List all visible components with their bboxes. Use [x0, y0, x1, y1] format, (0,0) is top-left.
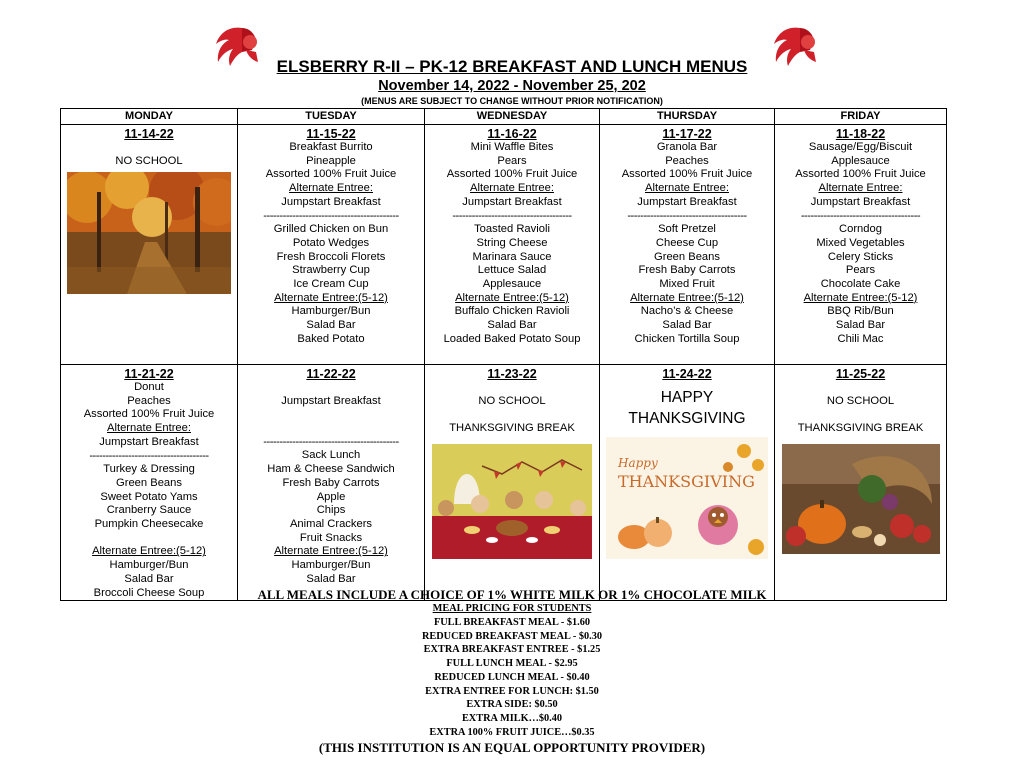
price-line: FULL LUNCH MEAL - $2.95 — [446, 658, 578, 670]
menu-item: Toasted Ravioli — [474, 223, 550, 236]
menu-item: Chips — [316, 504, 346, 517]
menu-date: 11-23-22 — [487, 367, 537, 381]
menu-item: Hamburger/Bun — [291, 305, 371, 318]
menu-item: Ice Cream Cup — [293, 278, 369, 291]
menu-item: Ham & Cheese Sandwich — [267, 463, 395, 476]
card-happy-text: Happy — [618, 456, 658, 470]
menu-item: Lettuce Salad — [477, 264, 547, 277]
no-school-note: NO SCHOOL — [115, 154, 183, 167]
equal-opportunity-statement: (THIS INSTITUTION IS AN EQUAL OPPORTUNITY PROVIDER) — [318, 740, 706, 755]
menu-item: Chocolate Cake — [820, 278, 901, 291]
alternate-entree-label: Alternate Entree: — [645, 182, 729, 195]
day-header-thursday: THURSDAY — [600, 109, 775, 125]
menu-item: Assorted 100% Fruit Juice — [265, 168, 397, 181]
separator: ------------------------------------- — [89, 449, 209, 462]
menu-item: Assorted 100% Fruit Juice — [446, 168, 578, 181]
menu-item: Mixed Vegetables — [816, 236, 905, 249]
price-line: EXTRA MILK…$0.40 — [461, 712, 563, 724]
menu-item: Sweet Potato Yams — [100, 490, 198, 503]
break-note: THANKSGIVING BREAK — [797, 422, 924, 435]
menu-item: Assorted 100% Fruit Juice — [795, 168, 926, 181]
menu-date: 11-15-22 — [306, 127, 356, 141]
menu-item: Cheese Cup — [655, 236, 719, 249]
alternate-entree-label: Alternate Entree: — [818, 182, 903, 195]
menu-item: Pears — [497, 154, 527, 167]
menu-item: Jumpstart Breakfast — [281, 394, 381, 407]
price-line: EXTRA BREAKFAST ENTREE - $1.25 — [423, 644, 601, 656]
menu-item: Marinara Sauce — [472, 250, 552, 263]
menu-item: Mixed Fruit — [659, 278, 715, 291]
menu-item: Assorted 100% Fruit Juice — [621, 168, 753, 181]
menu-item: Fresh Baby Carrots — [638, 264, 736, 277]
menu-item: Corndog — [839, 223, 882, 236]
menu-cell-11-22 — [238, 365, 425, 601]
week2-row — [61, 365, 947, 601]
menu-date: 11-25-22 — [835, 367, 886, 381]
price-line: EXTRA SIDE: $0.50 — [466, 699, 558, 711]
menu-item: Donut — [134, 381, 164, 393]
menu-cell-11-17 — [600, 125, 775, 365]
thanksgiving-dinner-image — [432, 444, 592, 559]
harvest-cornucopia-image — [782, 444, 940, 554]
menu-item: Potato Wedges — [292, 236, 370, 249]
alternate-entree-label: Alternate Entree: — [107, 422, 191, 435]
price-line: EXTRA ENTREE FOR LUNCH: $1.50 — [425, 685, 599, 697]
menu-item: Cranberry Sauce — [106, 504, 192, 517]
holiday-note: THANKSGIVING — [628, 410, 746, 427]
menu-date: 11-21-22 — [124, 367, 174, 381]
menu-item: String Cheese — [476, 236, 548, 249]
menu-item: Loaded Baked Potato Soup — [443, 332, 581, 345]
menu-item: Applesauce — [831, 154, 890, 167]
menu-item: Apple — [316, 490, 346, 503]
menu-item: Salad Bar — [306, 572, 356, 585]
day-header-tuesday: TUESDAY — [238, 109, 425, 125]
menu-item: Sausage/Egg/Biscuit — [808, 141, 913, 153]
menu-item: Jumpstart Breakfast — [637, 195, 737, 208]
menu-item: Jumpstart Breakfast — [810, 195, 911, 208]
day-header-monday: MONDAY — [61, 109, 238, 125]
break-note: THANKSGIVING BREAK — [449, 422, 575, 435]
menu-item: Pears — [845, 264, 876, 277]
menu-item: Sack Lunch — [301, 449, 361, 462]
menu-item: Salad Bar — [487, 319, 537, 332]
alternate-entree-label: Alternate Entree:(5-12) — [274, 545, 388, 558]
price-line: REDUCED BREAKFAST MEAL - $0.30 — [421, 630, 603, 642]
separator: ------------------------------------- — [452, 209, 572, 222]
week1-row — [61, 125, 947, 365]
menu-cell-11-14 — [61, 125, 238, 365]
menu-date: 11-22-22 — [306, 367, 356, 381]
menu-item: Mini Waffle Bites — [470, 141, 554, 153]
menu-item: Granola Bar — [656, 141, 718, 153]
day-header-row — [61, 109, 947, 125]
alternate-entree-label: Alternate Entree:(5-12) — [455, 291, 569, 304]
menu-item: Green Beans — [116, 476, 182, 489]
menu-table — [60, 108, 947, 601]
menu-item: BBQ Rib/Bun — [827, 305, 894, 318]
alternate-entree-label: Alternate Entree: — [470, 182, 554, 195]
menu-item: Fresh Broccoli Florets — [276, 250, 386, 263]
alternate-entree-label: Alternate Entree:(5-12) — [803, 291, 918, 304]
menu-item: Baked Potato — [297, 332, 365, 345]
no-school-note: NO SCHOOL — [478, 394, 546, 407]
separator: ------------------------------------------ — [263, 209, 399, 222]
alternate-entree-label: Alternate Entree:(5-12) — [92, 545, 206, 558]
menu-item: Fresh Baby Carrots — [282, 476, 380, 489]
menu-item: Chili Mac — [837, 332, 884, 345]
separator: ------------------------------------- — [800, 209, 921, 222]
menu-item: Jumpstart Breakfast — [462, 195, 562, 208]
menu-cell-11-23 — [425, 365, 600, 601]
page-title: ELSBERRY R-II – PK-12 BREAKFAST AND LUNCH MENUS — [276, 57, 748, 76]
price-line: FULL BREAKFAST MEAL - $1.60 — [433, 617, 591, 628]
alternate-entree-label: Alternate Entree: — [289, 182, 373, 195]
menu-item: Celery Sticks — [827, 250, 894, 263]
menu-item: Chicken Tortilla Soup — [634, 332, 740, 345]
menu-item: Broccoli Cheese Soup — [93, 586, 205, 599]
menu-item: Breakfast Burrito — [289, 141, 373, 153]
happy-thanksgiving-card-image — [606, 437, 768, 559]
separator: ------------------------------------------ — [263, 435, 399, 448]
menu-date: 11-14-22 — [124, 127, 174, 141]
menu-item: Salad Bar — [662, 319, 712, 332]
alternate-entree-label: Alternate Entree:(5-12) — [274, 291, 388, 304]
milk-notice: ALL MEALS INCLUDE A CHOICE OF 1% WHITE MILK OR 1% CHOCOLATE MILK — [257, 587, 767, 602]
menu-item: Green Beans — [654, 250, 720, 263]
pricing-list — [0, 616, 1024, 739]
change-notice: (MENUS ARE SUBJECT TO CHANGE WITHOUT PRIOR NOTIFICATION) — [361, 96, 663, 106]
menu-item: Jumpstart Breakfast — [99, 435, 199, 448]
holiday-note: HAPPY — [660, 389, 714, 406]
menu-date: 11-18-22 — [835, 127, 886, 141]
date-range: November 14, 2022 - November 25, 202 — [378, 78, 646, 94]
card-thanksgiving-text: THANKSGIVING — [618, 472, 755, 491]
menu-item: Animal Crackers — [289, 517, 373, 530]
menu-item: Strawberry Cup — [292, 264, 370, 277]
day-header-wednesday: WEDNESDAY — [425, 109, 600, 125]
menu-item: Fruit Snacks — [299, 531, 363, 544]
menu-cell-11-25 — [775, 365, 947, 601]
menu-item: Soft Pretzel — [658, 223, 716, 236]
menu-item: Hamburger/Bun — [291, 559, 371, 572]
alternate-entree-label: Alternate Entree:(5-12) — [630, 291, 744, 304]
menu-item: Salad Bar — [306, 319, 356, 332]
menu-item: Peaches — [665, 154, 709, 167]
menu-item: Assorted 100% Fruit Juice — [83, 408, 215, 421]
menu-item: Nacho’s & Cheese — [640, 305, 734, 318]
menu-item: Salad Bar — [124, 572, 174, 585]
menu-item: Turkey & Dressing — [103, 463, 195, 476]
menu-cell-11-16 — [425, 125, 600, 365]
menu-item: Peaches — [127, 394, 171, 407]
menu-item: Pineapple — [306, 154, 356, 167]
menu-item: Applesauce — [482, 278, 542, 291]
price-line: EXTRA 100% FRUIT JUICE…$0.35 — [429, 726, 595, 738]
menu-item: Grilled Chicken on Bun — [273, 223, 389, 236]
menu-cell-11-18 — [775, 125, 947, 365]
menu-date: 11-17-22 — [662, 127, 712, 141]
menu-date: 11-16-22 — [487, 127, 537, 141]
menu-item: Hamburger/Bun — [109, 559, 189, 572]
autumn-forest-image — [67, 172, 231, 294]
menu-cell-11-15 — [238, 125, 425, 365]
menu-cell-11-24 — [600, 365, 775, 601]
menu-item: Pumpkin Cheesecake — [94, 518, 204, 531]
price-line: REDUCED LUNCH MEAL - $0.40 — [434, 671, 590, 683]
menu-item: Salad Bar — [835, 319, 886, 332]
day-header-friday: FRIDAY — [775, 109, 947, 125]
pricing-heading: MEAL PRICING FOR STUDENTS — [432, 603, 592, 614]
menu-item: Buffalo Chicken Ravioli — [454, 305, 570, 318]
separator: ------------------------------------- — [627, 209, 747, 222]
menu-date: 11-24-22 — [662, 367, 712, 381]
menu-cell-11-21 — [61, 365, 238, 601]
menu-item: Jumpstart Breakfast — [281, 195, 381, 208]
no-school-note: NO SCHOOL — [826, 394, 895, 407]
